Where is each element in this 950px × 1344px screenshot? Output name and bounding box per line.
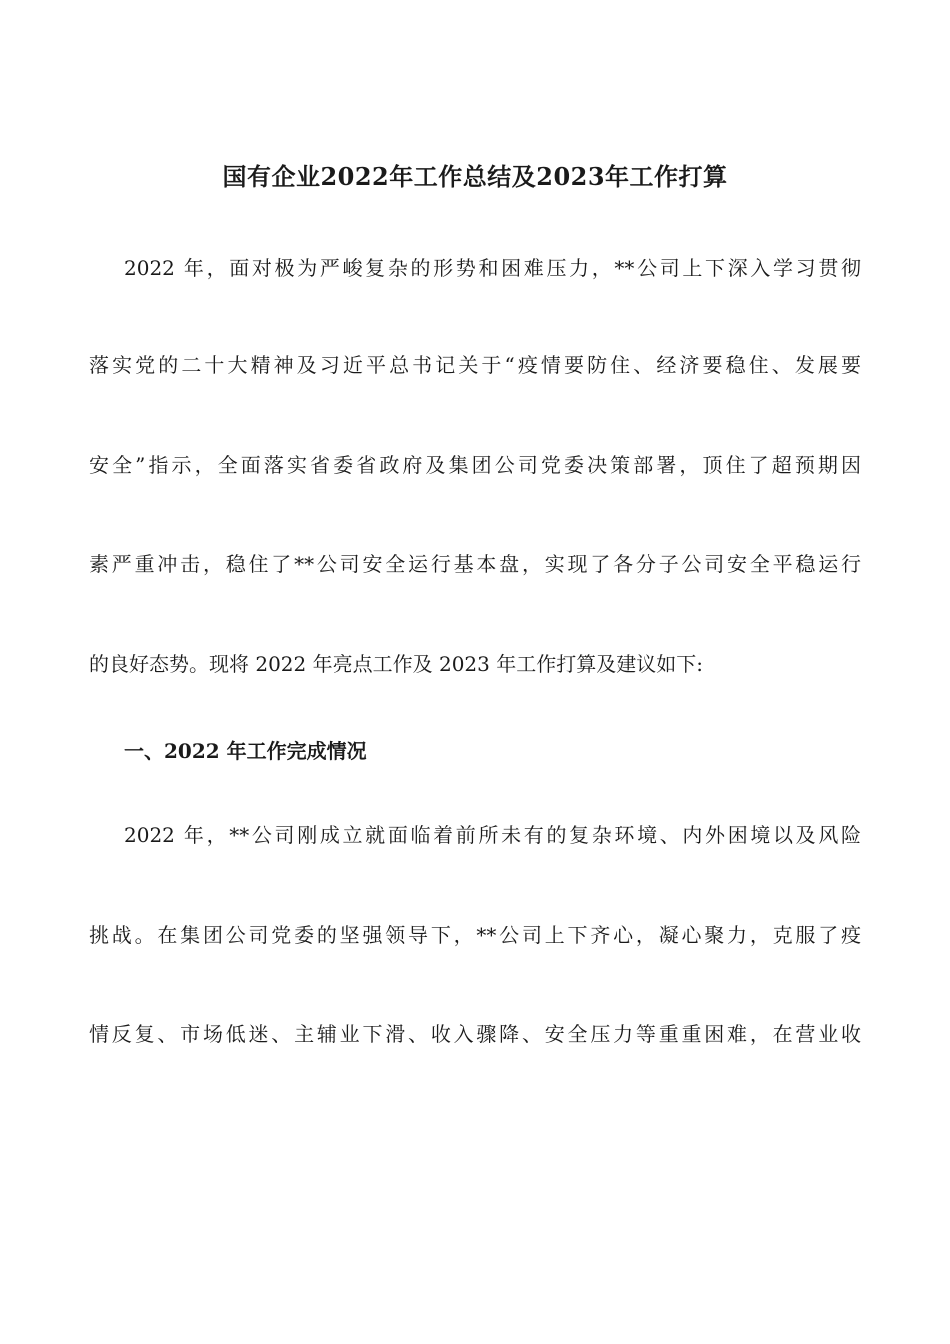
section-paragraph-line-1: 2022 年，**公司刚成立就面临着前所未有的复杂环境、内外困境以及风险	[124, 823, 861, 847]
intro-paragraph-line-5: 的良好态势。现将 2022 年亮点工作及 2023 年工作打算及建议如下:	[89, 652, 703, 676]
intro-paragraph-line-3: 安全”指示，全面落实省委省政府及集团公司党委决策部署，顶住了超预期因	[89, 453, 861, 477]
document-title: 国有企业2022年工作总结及2023年工作打算	[222, 162, 728, 191]
intro-paragraph-line-2: 落实党的二十大精神及习近平总书记关于“疫情要防住、经济要稳住、发展要	[89, 353, 861, 377]
section-heading: 一、2022 年工作完成情况	[124, 739, 367, 763]
intro-paragraph-line-4: 素严重冲击，稳住了**公司安全运行基本盘，实现了各分子公司安全平稳运行	[89, 552, 861, 576]
section-paragraph-line-3: 情反复、市场低迷、主辅业下滑、收入骤降、安全压力等重重困难，在营业收	[89, 1022, 861, 1046]
section-paragraph-line-2: 挑战。在集团公司党委的坚强领导下，**公司上下齐心，凝心聚力，克服了疫	[89, 923, 861, 947]
intro-paragraph-line-1: 2022 年，面对极为严峻复杂的形势和困难压力，**公司上下深入学习贯彻	[124, 256, 861, 280]
